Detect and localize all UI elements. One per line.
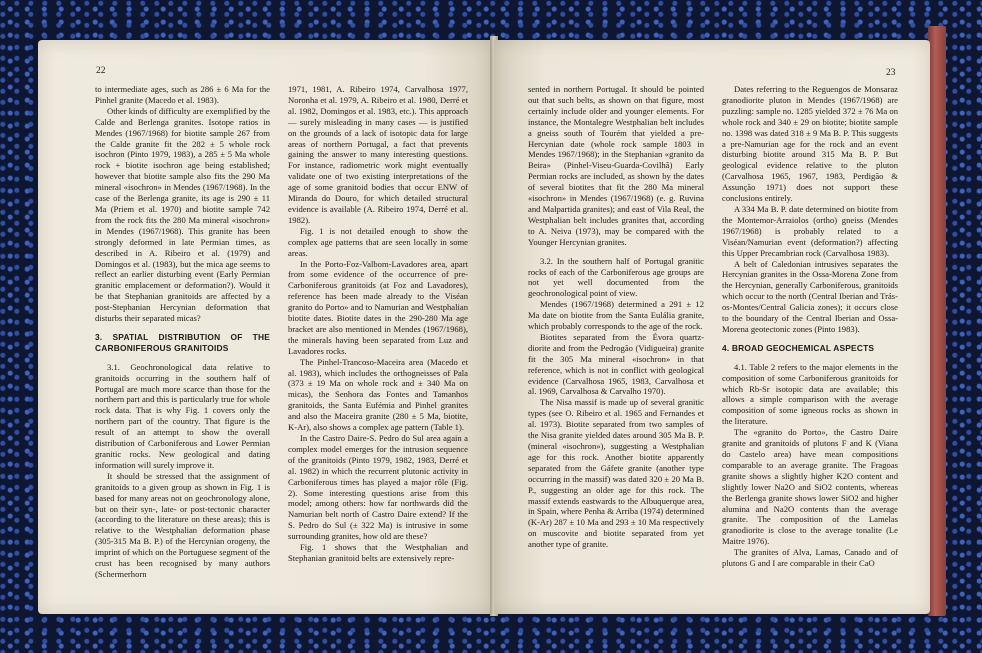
paragraph: Biotites separated from the Évora quartz-diorite and from the Pedrogão (Vidigueira) granite fit the 305 Ma mineral «isochron» in that reference, which is not in conflict with geological evidence (Carvalhosa 1965, 1983, Carvalhosa et al. 1969, Carvalhosa & Carvalho 1970). [528, 331, 704, 397]
paragraph: 4.1. Table 2 refers to the major elements in the composition of some Carboniferous granitoids for which Rb-Sr isotopic data are available; this allows a simple comparison with the average composition of some igneous rocks as shown in the literature. [722, 361, 898, 427]
paragraph: In the Porto-Foz-Valbom-Lavadores area, apart from some evidence of the occurrence of pre-Carboniferous granitoids (at Foz and Lavadores), reference has been made already to the Viséan granito do Porto» and to Namurian and Westphalian biotite dates. Biotite dates in the 290-280 Ma age bracket are also mentioned in Mendes (1967/1968), the minerals having been separated from Luz and Lavadores rocks. [288, 258, 468, 356]
book-edge [928, 26, 946, 616]
paragraph: A 334 Ma B. P. date determined on biotite from the Montemor-Arraiolos (ortho) gneiss (Mendes 1967/1968) is probably related to a Viséan/Namurian event (deformation?) affecting this Upper Precambrian rock (Carvalhosa 1983). [722, 203, 898, 258]
paragraph: The granites of Alva, Lamas, Canado and of plutons G and I are comparable in their CaO [722, 547, 898, 569]
right-column-2 [722, 84, 898, 569]
left-column-1 [95, 84, 270, 580]
paragraph: sented in northern Portugal. It should be pointed out that such belts, as shown on that figure, most certainly include older and younger elements. For instance, the Montalegre Westphalian belt includes a gneiss south of Tourém that yielded a pre-Hercynian date (whole rock sample 1803 in Mendes 1967/1968); in the Stephanian «granito da Beira» (Pinhel-Viseu-Guarda-Covilhã) Early Permian rocks are included, as shown by the dates of several biotites that fit the 280 Ma mineral «isochron» in Mendes (1967/1968) (e. g. Ruvina and Malpartida granites); and east of Vila Real, the Westphalian belt includes granites that, according to A. Neiva (1973), may be compared with the Younger Hercynian granites. [528, 84, 704, 247]
paragraph: The Pinhel-Trancoso-Maceira area (Macedo et al. 1983), which includes the orthogneisses of Pala (373 ± 19 Ma on whole rock and ± 340 Ma on micas), the Senhora das Fontes and Tamanhos granitoids, the Santa Eufémia and Pinhel granites and also the Maceira granite (280 ± 5 Ma, biotite, K-Ar), also shows a complex age pattern (Table 1). [288, 356, 468, 433]
paragraph: Mendes (1967/1968) determined a 291 ± 12 Ma date on biotite from the Santa Eulália granite, which probably corresponds to the age of the rock. [528, 299, 704, 332]
paragraph: The Nisa massif is made up of several granitic types (see O. Ribeiro et al. 1965 and Fernandes et al. 1973). Biotite separated from two samples of the Nisa granite yielded dates around 305 Ma B. P. (mineral «isochron»), suggesting a Westphalian age for this rock. Another biotite apparently separated from the Gáfete granite (another type occurring in the massif) was dated 320 ± 20 Ma B. P., suggesting an older age for this rock. The massif extends eastwards to the Albuquerque area, in Spain, where Penha & Arriba (1974) determined (K-Ar) 287 ± 10 Ma and 293 ± 10 Ma respectively on muscovite and biotite separated from yet another type of granite. [528, 397, 704, 550]
paragraph: Dates referring to the Reguengos de Monsaraz granodiorite pluton in Mendes (1967/1968) are puzzling: sample no. 1285 yielded 372 ± 76 Ma on whole rock and 340 ± 29 on biotite; biotite sample no. 1398 was dated 318 ± 9 Ma B. P. This suggests a pre-Namurian age for the rock and an event disturbing biotite around 315 Ma B. P. But geological evidence relative to the pluton (Carvalhosa 1965, 1967, 1983, Perdigão & Assunção 1971) does not support these conclusions entirely. [722, 84, 898, 204]
paragraph: It should be stressed that the assignment of granitoids to a given group as shown in Fig. 1 is based for many areas not on geochronology alone, but on their syn-, late- or post-tectonic character (according to the literature on these areas); this is relative to the Westphalian deformation phase (305-315 Ma B. P.) of the Hercynian orogeny, the imprint of which on the Portuguese segment of the crust has been recognised by many authors (Schermerhorn [95, 470, 270, 579]
paragraph: The «granito do Porto», the Castro Daire granite and granitoids of plutons F and K (Viana do Castelo area) have mean compositions comparable to an average granite. The Fragoas granite shows a slightly higher K2O content and slightly lower Na2O and SiO2 contents, whereas the Berlenga granite shows lower SiO2 and higher alumina and Na2O contents than the average granite. The composition of the Lamelas granodiorite is close to the average tonalite (Le Maitre 1976). [722, 427, 898, 547]
paragraph: 3.1. Geochronological data relative to granitoids occurring in the southern half of Portugal are much more scarce than those for the northern part and this is particularly true for whole rock data. That is why Fig. 1 covers only the northern part of the country. That figure is the result of an attempt to show the overall distribution of Carboniferous and Lower Permian granitic rocks. New geological and dating information will surely improve it. [95, 361, 270, 470]
paragraph: 3.2. In the southern half of Portugal granitic rocks of each of the Carboniferous age groups are not yet well documented from the geochronological point of view. [528, 255, 704, 299]
right-column-1 [528, 84, 704, 550]
page-number-left: 22 [96, 66, 106, 76]
paragraph: to intermediate ages, such as 286 ± 6 Ma for the Pinhel granite (Macedo et al. 1983). [95, 84, 270, 105]
paragraph: In the Castro Daire-S. Pedro do Sul area again a complex model emerges for the intrusion sequence of the granitoids (Pinto 1979, 1982, 1983, Derré et al. 1982) in which the recurrent plutonic activity in Carboniferous times has played a major rôle (Fig. 2). Some interesting questions arise from this model; among others: how far northwards did the Namurian belt north of Castro Daire extend? If the S. Pedro do Sul (± 322 Ma) is intrusive in some surrounding granites, how old are these? [288, 433, 468, 542]
paragraph: Fig. 1 is not detailed enough to show the complex age patterns that are seen locally in some areas. [288, 225, 468, 258]
paragraph: Other kinds of difficulty are exemplified by the Calde and Berlenga granites. Isotope ratios in Mendes (1967/1968) for biotite sample 267 from the Calde granite fit the 282 ± 5 whole rock isochron (Pinto 1979, 1983), a 285 ± 5 Ma whole rock + biotite isochron age being established; however that biotite sample also fits the 290 Ma mineral «isochron» in Mendes (1967/1968). In the case of the Berlenga granite, its age is 290 ± 11 Ma (Priem et al. 1970) and biotite sample 742 from the rock fits the 280 Ma mineral «isochron» in Mendes (1967/1968). This granite has been strongly deformed in late Permian times, as described in A. Ribeiro et al. (1979) and Domingos et al. (1983), but the mica age seems to reflect an earlier disturbing event (Early Permian granitic emplacement or deformation?). Would it be that Stephanian granitoids are affected by a post-Stephanian Hercynian deformation that disturbs their separated micas? [95, 105, 270, 324]
paragraph: Fig. 1 shows that the Westphalian and Stephanian granitoid belts are extensively repre- [288, 542, 468, 563]
page-number-right: 23 [886, 68, 896, 78]
right-page [494, 40, 930, 614]
section-heading: 3. SPATIAL DISTRIBUTION OF THE CARBONIFEROUS GRANITOIDS [95, 331, 270, 353]
paragraph: 1971, 1981, A. Ribeiro 1974, Carvalhosa 1977, Noronha et al. 1979, A. Ribeiro et al. 1980, Derré et al. 1982, Domingos et al. 1983, etc.). This approach — surely misleading in many cases — is justified on the grounds of a lack of isotopic data for large areas of northern Portugal, a fact that prevents gaining the answer to many interesting questions. For instance, radiometric work might eventually validate one of two existing interpretations of the age of some granitoid bodies that occur ENW of Miranda do Douro, for which detailed structural evidence is available (A. Ribeiro 1974, Derré et al. 1982). [288, 84, 468, 225]
left-page [38, 40, 492, 614]
left-column-2 [288, 84, 468, 564]
paragraph: A belt of Caledonian intrusives separates the Hercynian granites in the Ossa-Morena Zone from the Hercynian, generally Carboniferous, granitoids which occur to the north (Central Iberian and Trás-os-Montes/Central Galicia zones); it occurs close to the boundary of the Central Iberian and Ossa-Morena geotectonic zones (Pinto 1983). [722, 258, 898, 334]
section-heading: 4. BROAD GEOCHEMICAL ASPECTS [722, 342, 875, 353]
